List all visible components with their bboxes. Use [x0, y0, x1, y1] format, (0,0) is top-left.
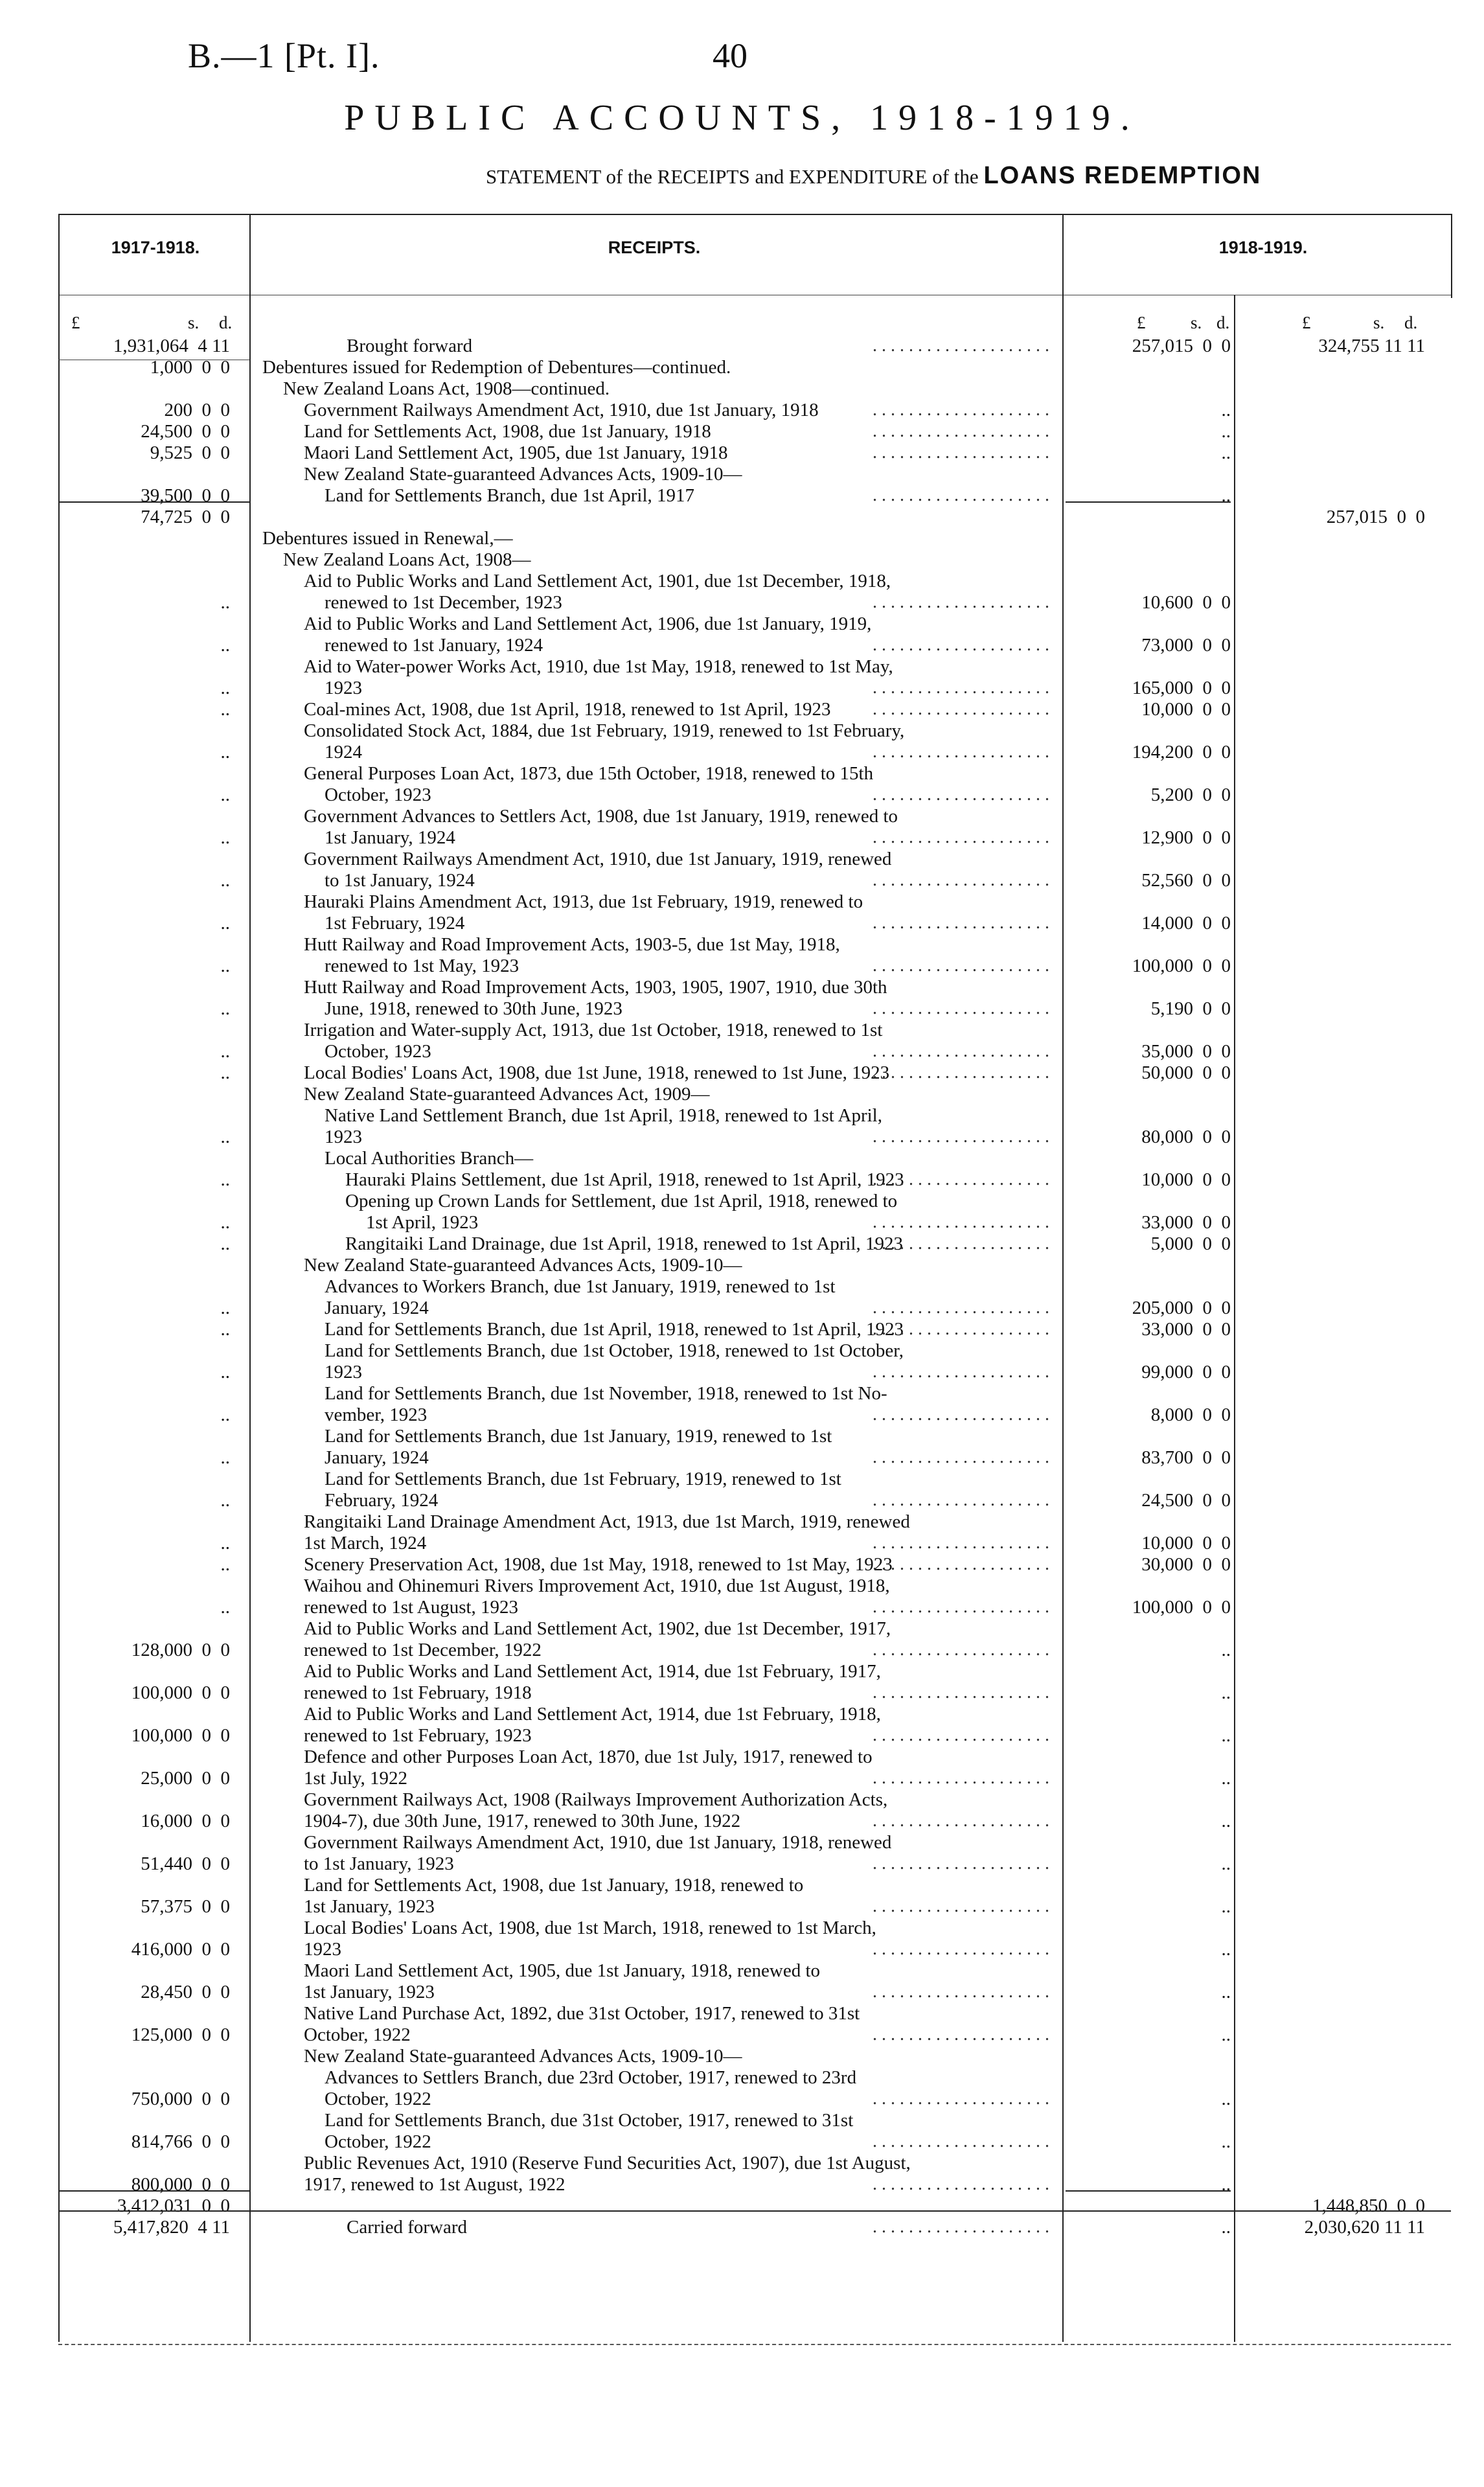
- subtitle-prefix: STATEMENT of the RECEIPTS and EXPENDITURE of the: [486, 165, 979, 188]
- amount-1917-1918: ..: [220, 1062, 230, 1083]
- receipt-text: Land for Settlements Branch, due 31st October, 1917, renewed to 31st: [325, 2110, 854, 2131]
- amount-1918-1919-detail: ..: [1221, 2024, 1231, 2045]
- amount-1918-1919-detail: ..: [1221, 1811, 1231, 1831]
- amount-1918-1919-detail: 10,000 0 0: [1141, 1533, 1231, 1553]
- amount-1917-1918: ..: [220, 1169, 230, 1190]
- amount-1918-1919-detail: ..: [1221, 1896, 1231, 1917]
- receipt-text: Government Railways Amendment Act, 1910, due 1st January, 1918: [304, 400, 819, 420]
- dot-leader: . . . . . . . . . . . . . . . . . . . .: [873, 1212, 1049, 1232]
- receipt-text: Maori Land Settlement Act, 1905, due 1st January, 1918, renewed to: [304, 1960, 821, 1981]
- receipt-text: Land for Settlements Branch, due 1st November, 1918, renewed to 1st No-: [325, 1383, 887, 1404]
- amount-1917-1918: ..: [220, 635, 230, 656]
- receipt-text: Advances to Settlers Branch, due 23rd October, 1917, renewed to 23rd: [325, 2067, 857, 2088]
- amount-1917-1918: 28,450 0 0: [141, 1982, 230, 2002]
- dot-leader: . . . . . . . . . . . . . . . . . . . .: [873, 2024, 1049, 2045]
- amount-1918-1919-detail: 33,000 0 0: [1141, 1212, 1231, 1233]
- receipt-text: to 1st January, 1923: [304, 1853, 454, 1874]
- receipt-text: renewed to 1st August, 1923: [304, 1597, 519, 1618]
- receipt-text: Land for Settlements Branch, due 1st April, 1918, renewed to 1st April, 1923: [325, 1319, 904, 1340]
- receipt-text: Hauraki Plains Amendment Act, 1913, due 1st February, 1919, renewed to: [304, 891, 863, 912]
- amount-1917-1918: 750,000 0 0: [131, 2089, 230, 2109]
- unit-s-c1: s.: [1191, 313, 1202, 332]
- amount-1918-1919-total: 1,448,850 0 0: [1312, 2195, 1425, 2216]
- receipt-text: 1st March, 1924: [304, 1533, 427, 1553]
- amount-1917-1918: 5,417,820 4 11: [113, 2217, 230, 2238]
- amount-1917-1918: ..: [220, 998, 230, 1019]
- dot-leader: . . . . . . . . . . . . . . . . . . . .: [873, 1298, 1049, 1318]
- receipt-text: 1st January, 1923: [304, 1982, 435, 2002]
- receipt-text: New Zealand Loans Act, 1908—continued.: [283, 378, 610, 399]
- amount-1918-1919-detail: ..: [1221, 1725, 1231, 1746]
- receipt-text: Native Land Purchase Act, 1892, due 31st October, 1917, renewed to 31st: [304, 2003, 860, 2024]
- dot-leader: . . . . . . . . . . . . . . . . . . . .: [873, 1597, 1049, 1617]
- amount-1917-1918: ..: [220, 827, 230, 848]
- page-title: PUBLIC ACCOUNTS, 1918-1919.: [344, 98, 1140, 138]
- receipt-text: to 1st January, 1924: [325, 870, 475, 891]
- amount-1918-1919-detail: 257,015 0 0: [1132, 336, 1231, 356]
- rule-bottom: [58, 2344, 1451, 2345]
- amount-1918-1919-detail: 35,000 0 0: [1141, 1041, 1231, 1062]
- receipt-text: Aid to Public Works and Land Settlement Act, 1901, due 1st December, 1918,: [304, 571, 891, 591]
- amount-1917-1918: 3,412,031 0 0: [117, 2195, 230, 2216]
- receipt-text: Aid to Public Works and Land Settlement Act, 1906, due 1st January, 1919,: [304, 613, 872, 634]
- amount-1917-1918: ..: [220, 870, 230, 891]
- amount-1917-1918: 100,000 0 0: [131, 1682, 230, 1703]
- dot-leader: . . . . . . . . . . . . . . . . . . . .: [873, 956, 1049, 976]
- receipt-text: January, 1924: [325, 1447, 429, 1468]
- dot-leader: . . . . . . . . . . . . . . . . . . . .: [873, 1041, 1049, 1061]
- dot-leader: . . . . . . . . . . . . . . . . . . . .: [873, 1447, 1049, 1467]
- receipt-text: October, 1923: [325, 785, 431, 805]
- amount-1918-1919-detail: 165,000 0 0: [1132, 678, 1231, 698]
- receipt-text: renewed to 1st February, 1923: [304, 1725, 532, 1746]
- receipt-text: 1923: [304, 1939, 341, 1960]
- dot-leader: . . . . . . . . . . . . . . . . . . . .: [873, 1896, 1049, 1916]
- receipt-text: Debentures issued in Renewal,—: [262, 528, 513, 549]
- amount-1917-1918: ..: [220, 592, 230, 613]
- receipt-text: 1923: [325, 1127, 362, 1147]
- dot-leader: . . . . . . . . . . . . . . . . . . . .: [873, 2217, 1049, 2237]
- amount-1918-1919-detail: 14,000 0 0: [1141, 913, 1231, 934]
- receipt-text: renewed to 1st May, 1923: [325, 956, 519, 976]
- amount-1918-1919-detail: 33,000 0 0: [1141, 1319, 1231, 1340]
- amount-1917-1918: ..: [220, 1533, 230, 1553]
- receipt-text: Land for Settlements Branch, due 1st October, 1918, renewed to 1st October,: [325, 1340, 904, 1361]
- receipt-text: Aid to Public Works and Land Settlement Act, 1902, due 1st December, 1917,: [304, 1618, 891, 1639]
- amount-1918-1919-detail: 83,700 0 0: [1141, 1447, 1231, 1468]
- receipt-text: Rangitaiki Land Drainage, due 1st April, 1918, renewed to 1st April, 1923: [345, 1233, 903, 1254]
- receipt-text: renewed to 1st December, 1922: [304, 1640, 542, 1660]
- amount-1917-1918: 128,000 0 0: [131, 1640, 230, 1660]
- dot-leader: . . . . . . . . . . . . . . . . . . . .: [873, 336, 1049, 356]
- receipt-text: 1st April, 1923: [366, 1212, 479, 1233]
- receipt-text: Hutt Railway and Road Improvement Acts, 1903-5, due 1st May, 1918,: [304, 934, 840, 955]
- receipt-text: Land for Settlements Act, 1908, due 1st January, 1918: [304, 421, 711, 442]
- dot-leader: . . . . . . . . . . . . . . . . . . . .: [873, 1127, 1049, 1147]
- amount-1918-1919-detail: 10,600 0 0: [1141, 592, 1231, 613]
- amount-1917-1918: ..: [220, 785, 230, 805]
- dot-leader: . . . . . . . . . . . . . . . . . . . .: [873, 2089, 1049, 2109]
- dot-leader: . . . . . . . . . . . . . . . . . . . .: [873, 1554, 1049, 1574]
- receipt-text: Carried forward: [347, 2217, 467, 2238]
- amount-1918-1919-detail: 24,500 0 0: [1141, 1490, 1231, 1511]
- dot-leader: . . . . . . . . . . . . . . . . . . . .: [873, 913, 1049, 933]
- amount-1917-1918: 9,525 0 0: [150, 442, 230, 463]
- amount-1918-1919-total: 324,755 11 11: [1318, 336, 1425, 356]
- dot-leader: . . . . . . . . . . . . . . . . . . . .: [873, 1982, 1049, 2002]
- amount-1918-1919-detail: 5,200 0 0: [1150, 785, 1231, 805]
- receipt-text: Local Bodies' Loans Act, 1908, due 1st March, 1918, renewed to 1st March,: [304, 1918, 876, 1938]
- amount-1918-1919-detail: ..: [1221, 421, 1231, 442]
- receipt-text: Public Revenues Act, 1910 (Reserve Fund Securities Act, 1907), due 1st August,: [304, 2153, 911, 2173]
- amount-1917-1918: ..: [220, 1554, 230, 1575]
- amount-1918-1919-detail: 10,000 0 0: [1141, 699, 1231, 720]
- statement-subtitle: [486, 162, 1261, 190]
- amount-1917-1918: ..: [220, 1233, 230, 1254]
- unit-pound-prev: £: [71, 313, 80, 332]
- receipt-text: Land for Settlements Branch, due 1st April, 1917: [325, 485, 695, 506]
- receipt-text: 1924: [325, 742, 362, 762]
- receipt-text: Land for Settlements Branch, due 1st February, 1919, renewed to 1st: [325, 1469, 841, 1489]
- amount-1917-1918: ..: [220, 1127, 230, 1147]
- amount-1917-1918: 16,000 0 0: [141, 1811, 230, 1831]
- dot-leader: . . . . . . . . . . . . . . . . . . . .: [873, 678, 1049, 698]
- amount-1917-1918: 1,000 0 0: [150, 357, 230, 378]
- dot-leader: . . . . . . . . . . . . . . . . . . . .: [873, 1362, 1049, 1382]
- dot-leader: . . . . . . . . . . . . . . . . . . . .: [873, 1233, 1049, 1254]
- dot-leader: . . . . . . . . . . . . . . . . . . . .: [873, 742, 1049, 762]
- dot-leader: . . . . . . . . . . . . . . . . . . . .: [873, 870, 1049, 890]
- amount-1918-1919-detail: 80,000 0 0: [1141, 1127, 1231, 1147]
- rule-left: [58, 214, 60, 2342]
- amount-1917-1918: 416,000 0 0: [131, 1939, 230, 1960]
- receipt-text: Scenery Preservation Act, 1908, due 1st May, 1918, renewed to 1st May, 1923: [304, 1554, 893, 1575]
- receipt-text: Hauraki Plains Settlement, due 1st April, 1918, renewed to 1st April, 1923: [345, 1169, 904, 1190]
- receipt-text: 1st February, 1924: [325, 913, 465, 934]
- rule-col-b: [1062, 214, 1064, 2342]
- subtotal-rule-curr: [1066, 2190, 1231, 2192]
- amount-1917-1918: 57,375 0 0: [141, 1896, 230, 1917]
- receipt-text: General Purposes Loan Act, 1873, due 15th October, 1918, renewed to 15th: [304, 763, 874, 784]
- receipt-text: Debentures issued for Redemption of Debentures—continued.: [262, 357, 731, 378]
- amount-1918-1919-detail: 100,000 0 0: [1132, 1597, 1231, 1618]
- amount-1918-1919-detail: 30,000 0 0: [1141, 1554, 1231, 1575]
- dot-leader: . . . . . . . . . . . . . . . . . . . .: [873, 421, 1049, 441]
- dot-leader: . . . . . . . . . . . . . . . . . . . .: [873, 827, 1049, 847]
- dot-leader: . . . . . . . . . . . . . . . . . . . .: [873, 998, 1049, 1018]
- dot-leader: . . . . . . . . . . . . . . . . . . . .: [873, 1725, 1049, 1745]
- dot-leader: . . . . . . . . . . . . . . . . . . . .: [873, 1768, 1049, 1788]
- receipt-text: June, 1918, renewed to 30th June, 1923: [325, 998, 622, 1019]
- column-header-1917-1918: 1917-1918.: [111, 238, 200, 257]
- receipt-text: 1917, renewed to 1st August, 1922: [304, 2174, 565, 2195]
- amount-1917-1918: 1,931,064 4 11: [113, 336, 230, 356]
- receipt-text: Government Railways Amendment Act, 1910, due 1st January, 1918, renewed: [304, 1832, 892, 1853]
- unit-d-c2: d.: [1404, 313, 1418, 332]
- dot-leader: . . . . . . . . . . . . . . . . . . . .: [873, 1811, 1049, 1831]
- amount-1917-1918: 24,500 0 0: [141, 421, 230, 442]
- receipt-text: Native Land Settlement Branch, due 1st April, 1918, renewed to 1st April,: [325, 1105, 882, 1126]
- receipt-text: February, 1924: [325, 1490, 439, 1511]
- receipt-text: Hutt Railway and Road Improvement Acts, 1903, 1905, 1907, 1910, due 30th: [304, 977, 887, 998]
- amount-1917-1918: ..: [220, 699, 230, 720]
- receipt-text: Waihou and Ohinemuri Rivers Improvement Act, 1910, due 1st August, 1918,: [304, 1576, 890, 1596]
- dot-leader: . . . . . . . . . . . . . . . . . . . .: [873, 699, 1049, 719]
- receipt-text: Brought forward: [347, 336, 473, 356]
- dot-leader: . . . . . . . . . . . . . . . . . . . .: [873, 485, 1049, 505]
- receipt-text: 1923: [325, 678, 362, 698]
- rule-right: [1451, 214, 1452, 298]
- amount-1918-1919-detail: 100,000 0 0: [1132, 956, 1231, 976]
- subtitle-bold: LOANS REDEMPTION: [983, 162, 1262, 189]
- rule-top: [58, 214, 1451, 215]
- dot-leader: . . . . . . . . . . . . . . . . . . . .: [873, 1533, 1049, 1553]
- unit-pound-c1: £: [1137, 313, 1146, 332]
- amount-1918-1919-detail: ..: [1221, 485, 1231, 506]
- receipt-text: New Zealand State-guaranteed Advances Act, 1909—: [304, 1084, 710, 1105]
- receipt-text: vember, 1923: [325, 1404, 428, 1425]
- receipt-text: October, 1922: [325, 2131, 431, 2152]
- subtotal-rule-curr: [1066, 501, 1231, 503]
- dot-leader: . . . . . . . . . . . . . . . . . . . .: [873, 1169, 1049, 1189]
- dot-leader: . . . . . . . . . . . . . . . . . . . .: [873, 635, 1049, 655]
- receipt-text: renewed to 1st December, 1923: [325, 592, 562, 613]
- amount-1918-1919-detail: ..: [1221, 1982, 1231, 2002]
- amount-1917-1918: ..: [220, 1404, 230, 1425]
- receipt-text: 1904-7), due 30th June, 1917, renewed to 30th June, 1922: [304, 1811, 741, 1831]
- dot-leader: . . . . . . . . . . . . . . . . . . . .: [873, 1490, 1049, 1510]
- amount-1917-1918: 200 0 0: [164, 400, 230, 420]
- amount-1918-1919-detail: ..: [1221, 1768, 1231, 1789]
- amount-1917-1918: ..: [220, 742, 230, 762]
- amount-1918-1919-detail: ..: [1221, 2089, 1231, 2109]
- amount-1918-1919-detail: ..: [1221, 1682, 1231, 1703]
- subtotal-rule-prev: [58, 501, 249, 503]
- receipt-text: Government Advances to Settlers Act, 1908, due 1st January, 1919, renewed to: [304, 806, 898, 827]
- receipt-text: Irrigation and Water-supply Act, 1913, due 1st October, 1918, renewed to 1st: [304, 1020, 883, 1040]
- amount-1918-1919-detail: 50,000 0 0: [1141, 1062, 1231, 1083]
- amount-1918-1919-detail: 99,000 0 0: [1141, 1362, 1231, 1382]
- amount-1917-1918: 39,500 0 0: [141, 485, 230, 506]
- amount-1918-1919-total: 257,015 0 0: [1326, 507, 1425, 527]
- receipt-text: Aid to Public Works and Land Settlement Act, 1914, due 1st February, 1918,: [304, 1704, 881, 1725]
- amount-1918-1919-detail: 194,200 0 0: [1132, 742, 1231, 762]
- amount-1918-1919-detail: ..: [1221, 2174, 1231, 2195]
- amount-1918-1919-detail: ..: [1221, 1640, 1231, 1660]
- receipt-text: New Zealand State-guaranteed Advances Acts, 1909-10—: [304, 464, 742, 485]
- amount-1917-1918: ..: [220, 956, 230, 976]
- dot-leader: . . . . . . . . . . . . . . . . . . . .: [873, 2174, 1049, 2194]
- amount-1917-1918: ..: [220, 1041, 230, 1062]
- amount-1917-1918: 51,440 0 0: [141, 1853, 230, 1874]
- amount-1917-1918: 100,000 0 0: [131, 1725, 230, 1746]
- receipt-text: Opening up Crown Lands for Settlement, due 1st April, 1918, renewed to: [345, 1191, 898, 1211]
- amount-1918-1919-detail: 12,900 0 0: [1141, 827, 1231, 848]
- receipt-text: Coal-mines Act, 1908, due 1st April, 1918, renewed to 1st April, 1923: [304, 699, 831, 720]
- receipt-text: renewed to 1st February, 1918: [304, 1682, 532, 1703]
- dot-leader: . . . . . . . . . . . . . . . . . . . .: [873, 2131, 1049, 2151]
- receipt-text: Land for Settlements Act, 1908, due 1st January, 1918, renewed to: [304, 1875, 804, 1896]
- receipt-text: Aid to Water-power Works Act, 1910, due 1st May, 1918, renewed to 1st May,: [304, 656, 893, 677]
- unit-pound-c2: £: [1302, 313, 1311, 332]
- receipt-text: Defence and other Purposes Loan Act, 1870, due 1st July, 1917, renewed to: [304, 1747, 873, 1767]
- amount-1918-1919-detail: ..: [1221, 1853, 1231, 1874]
- dot-leader: . . . . . . . . . . . . . . . . . . . .: [873, 1062, 1049, 1083]
- amount-1917-1918: ..: [220, 1362, 230, 1382]
- unit-d-prev: d.: [219, 313, 233, 332]
- receipt-text: renewed to 1st January, 1924: [325, 635, 543, 656]
- receipt-text: October, 1923: [325, 1041, 431, 1062]
- receipt-text: October, 1922: [304, 2024, 411, 2045]
- amount-1917-1918: ..: [220, 1597, 230, 1618]
- dot-leader: . . . . . . . . . . . . . . . . . . . .: [873, 1853, 1049, 1874]
- report-reference: B.—1 [Pt. I].: [188, 36, 380, 75]
- dot-leader: . . . . . . . . . . . . . . . . . . . .: [873, 592, 1049, 612]
- dot-leader: . . . . . . . . . . . . . . . . . . . .: [873, 785, 1049, 805]
- amount-1918-1919-detail: 52,560 0 0: [1141, 870, 1231, 891]
- amount-1918-1919-detail: 205,000 0 0: [1132, 1298, 1231, 1318]
- amount-1918-1919-detail: 5,190 0 0: [1150, 998, 1231, 1019]
- amount-1917-1918: ..: [220, 913, 230, 934]
- receipt-text: Rangitaiki Land Drainage Amendment Act, 1913, due 1st March, 1919, renewed: [304, 1511, 910, 1532]
- receipt-text: 1st January, 1923: [304, 1896, 435, 1917]
- column-header-receipts: RECEIPTS.: [608, 238, 701, 257]
- amount-1918-1919-detail: 10,000 0 0: [1141, 1169, 1231, 1190]
- amount-1918-1919-total: 2,030,620 11 11: [1304, 2217, 1425, 2238]
- dot-leader: . . . . . . . . . . . . . . . . . . . .: [873, 1404, 1049, 1425]
- amount-1917-1918: 814,766 0 0: [131, 2131, 230, 2152]
- dot-leader: . . . . . . . . . . . . . . . . . . . .: [873, 442, 1049, 463]
- rule-col-c: [1234, 295, 1235, 2342]
- receipt-text: New Zealand State-guaranteed Advances Acts, 1909-10—: [304, 1255, 742, 1276]
- column-header-1918-1919: 1918-1919.: [1218, 238, 1308, 257]
- receipt-text: Government Railways Amendment Act, 1910, due 1st January, 1919, renewed: [304, 849, 892, 869]
- carried-forward-rule: [58, 2210, 1451, 2212]
- amount-1917-1918: 74,725 0 0: [141, 507, 230, 527]
- dot-leader: . . . . . . . . . . . . . . . . . . . .: [873, 1319, 1049, 1339]
- amount-1917-1918: 125,000 0 0: [131, 2024, 230, 2045]
- receipt-text: Government Railways Act, 1908 (Railways Improvement Authorization Acts,: [304, 1789, 888, 1810]
- receipt-text: New Zealand Loans Act, 1908—: [283, 549, 531, 570]
- amount-1917-1918: ..: [220, 1447, 230, 1468]
- receipt-text: 1923: [325, 1362, 362, 1382]
- amount-1918-1919-detail: ..: [1221, 1939, 1231, 1960]
- receipt-text: January, 1924: [325, 1298, 429, 1318]
- receipt-text: Land for Settlements Branch, due 1st January, 1919, renewed to 1st: [325, 1426, 832, 1447]
- receipt-text: 1st January, 1924: [325, 827, 455, 848]
- receipt-text: Aid to Public Works and Land Settlement Act, 1914, due 1st February, 1917,: [304, 1661, 881, 1682]
- dot-leader: . . . . . . . . . . . . . . . . . . . .: [873, 1682, 1049, 1702]
- amount-1917-1918: 25,000 0 0: [141, 1768, 230, 1789]
- receipt-text: Local Authorities Branch—: [325, 1148, 534, 1169]
- amount-1918-1919-detail: ..: [1221, 400, 1231, 420]
- dot-leader: . . . . . . . . . . . . . . . . . . . .: [873, 1640, 1049, 1660]
- unit-s-prev: s.: [188, 313, 200, 332]
- amount-1917-1918: 800,000 0 0: [131, 2174, 230, 2195]
- rule-col-a: [249, 214, 251, 2342]
- receipt-text: Maori Land Settlement Act, 1905, due 1st January, 1918: [304, 442, 728, 463]
- amount-1917-1918: ..: [220, 1319, 230, 1340]
- amount-1918-1919-detail: 5,000 0 0: [1150, 1233, 1231, 1254]
- amount-1918-1919-detail: 8,000 0 0: [1150, 1404, 1231, 1425]
- unit-d-c1: d.: [1216, 313, 1230, 332]
- amount-1918-1919-detail: ..: [1221, 2131, 1231, 2152]
- dot-leader: . . . . . . . . . . . . . . . . . . . .: [873, 1939, 1049, 1959]
- amount-1918-1919-detail: ..: [1221, 442, 1231, 463]
- receipt-text: 1st July, 1922: [304, 1768, 408, 1789]
- dot-leader: . . . . . . . . . . . . . . . . . . . .: [873, 400, 1049, 420]
- unit-s-c2: s.: [1373, 313, 1385, 332]
- receipt-text: New Zealand State-guaranteed Advances Acts, 1909-10—: [304, 2046, 742, 2067]
- page-number: 40: [713, 36, 748, 75]
- amount-1918-1919-detail: ..: [1221, 2217, 1231, 2238]
- receipt-text: Consolidated Stock Act, 1884, due 1st February, 1919, renewed to 1st February,: [304, 720, 905, 741]
- receipt-text: October, 1922: [325, 2089, 431, 2109]
- amount-1918-1919-detail: 73,000 0 0: [1141, 635, 1231, 656]
- receipt-text: Local Bodies' Loans Act, 1908, due 1st June, 1918, renewed to 1st June, 1923: [304, 1062, 890, 1083]
- amount-1917-1918: ..: [220, 1490, 230, 1511]
- amount-1917-1918: ..: [220, 1298, 230, 1318]
- amount-1917-1918: ..: [220, 678, 230, 698]
- receipt-text: Advances to Workers Branch, due 1st January, 1919, renewed to 1st: [325, 1276, 836, 1297]
- amount-1917-1918: ..: [220, 1212, 230, 1233]
- subtotal-rule-prev: [58, 2190, 249, 2192]
